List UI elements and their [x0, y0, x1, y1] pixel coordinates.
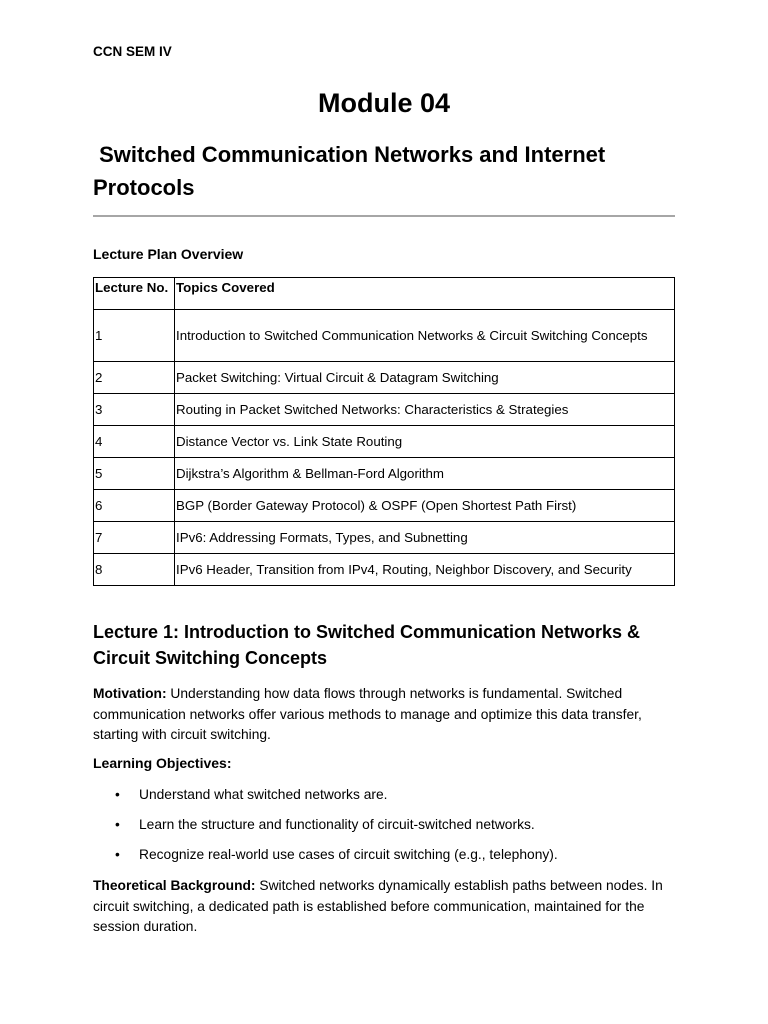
- horizontal-rule: [93, 215, 675, 217]
- lecture-number: 5: [94, 458, 175, 490]
- table-row: [94, 362, 675, 394]
- module-title: Module 04: [317, 88, 451, 118]
- list-item: • Understand what switched networks are.: [93, 785, 558, 815]
- table-row: [94, 426, 675, 458]
- theoretical-background-paragraph: [93, 876, 675, 938]
- learning-objectives-label: Learning Objectives:: [93, 755, 232, 771]
- lecture-1-heading: Lecture 1: Introduction to Switched Communication Networks & Circuit Switching Concepts: [93, 622, 641, 668]
- lecture-number: 3: [94, 394, 175, 426]
- bullet-icon: •: [115, 787, 120, 802]
- motivation-label: Motivation:: [93, 686, 167, 701]
- background-label: Theoretical Background:: [93, 878, 256, 893]
- lecture-topic: Distance Vector vs. Link State Routing: [175, 426, 675, 458]
- objectives-list: [93, 785, 558, 875]
- list-item: • Learn the structure and functionality of circuit-switched networks.: [93, 815, 558, 845]
- lecture-number: 8: [94, 554, 175, 586]
- list-item: • Recognize real-world use cases of circuit switching (e.g., telephony).: [93, 845, 558, 875]
- lecture-topic: Routing in Packet Switched Networks: Characteristics & Strategies: [175, 394, 675, 426]
- lecture-plan-table: [93, 277, 675, 586]
- bullet-icon: •: [115, 817, 120, 832]
- motivation-paragraph: [93, 684, 675, 746]
- table-row: [94, 310, 675, 362]
- bullet-icon: •: [115, 847, 120, 862]
- motivation-text: Understanding how data flows through networks is fundamental. Switched communication networks offer various methods to manage and optimize this data transfer, starting with circuit switching.: [93, 686, 642, 742]
- lecture-topic: IPv6 Header, Transition from IPv4, Routing, Neighbor Discovery, and Security: [175, 554, 675, 586]
- lecture-topic: Introduction to Switched Communication Networks & Circuit Switching Concepts: [175, 310, 675, 362]
- lecture-number: 4: [94, 426, 175, 458]
- lecture-topic: IPv6: Addressing Formats, Types, and Subnetting: [175, 522, 675, 554]
- lecture-topic: BGP (Border Gateway Protocol) & OSPF (Open Shortest Path First): [175, 490, 675, 522]
- lecture-plan-label: Lecture Plan Overview: [93, 246, 244, 262]
- table-row: [94, 522, 675, 554]
- lecture-number: 7: [94, 522, 175, 554]
- table-header-row: [94, 278, 675, 310]
- lecture-number: 1: [94, 310, 175, 362]
- column-header-topics: Topics Covered: [175, 278, 675, 310]
- table-row: [94, 554, 675, 586]
- table-row: [94, 458, 675, 490]
- lecture-topic: Dijkstra’s Algorithm & Bellman-Ford Algorithm: [175, 458, 675, 490]
- column-header-lecture-no: Lecture No.: [94, 278, 175, 310]
- lecture-number: 6: [94, 490, 175, 522]
- lecture-number: 2: [94, 362, 175, 394]
- course-header: CCN SEM IV: [93, 44, 172, 59]
- module-subtitle: Switched Communication Networks and Internet Protocols: [93, 142, 606, 200]
- background-text: Switched networks dynamically establish paths between nodes. In circuit switching, a dedicated path is established before communication, maintained for the session duration.: [93, 878, 663, 934]
- table-row: [94, 490, 675, 522]
- table-row: [94, 394, 675, 426]
- lecture-topic: Packet Switching: Virtual Circuit & Datagram Switching: [175, 362, 675, 394]
